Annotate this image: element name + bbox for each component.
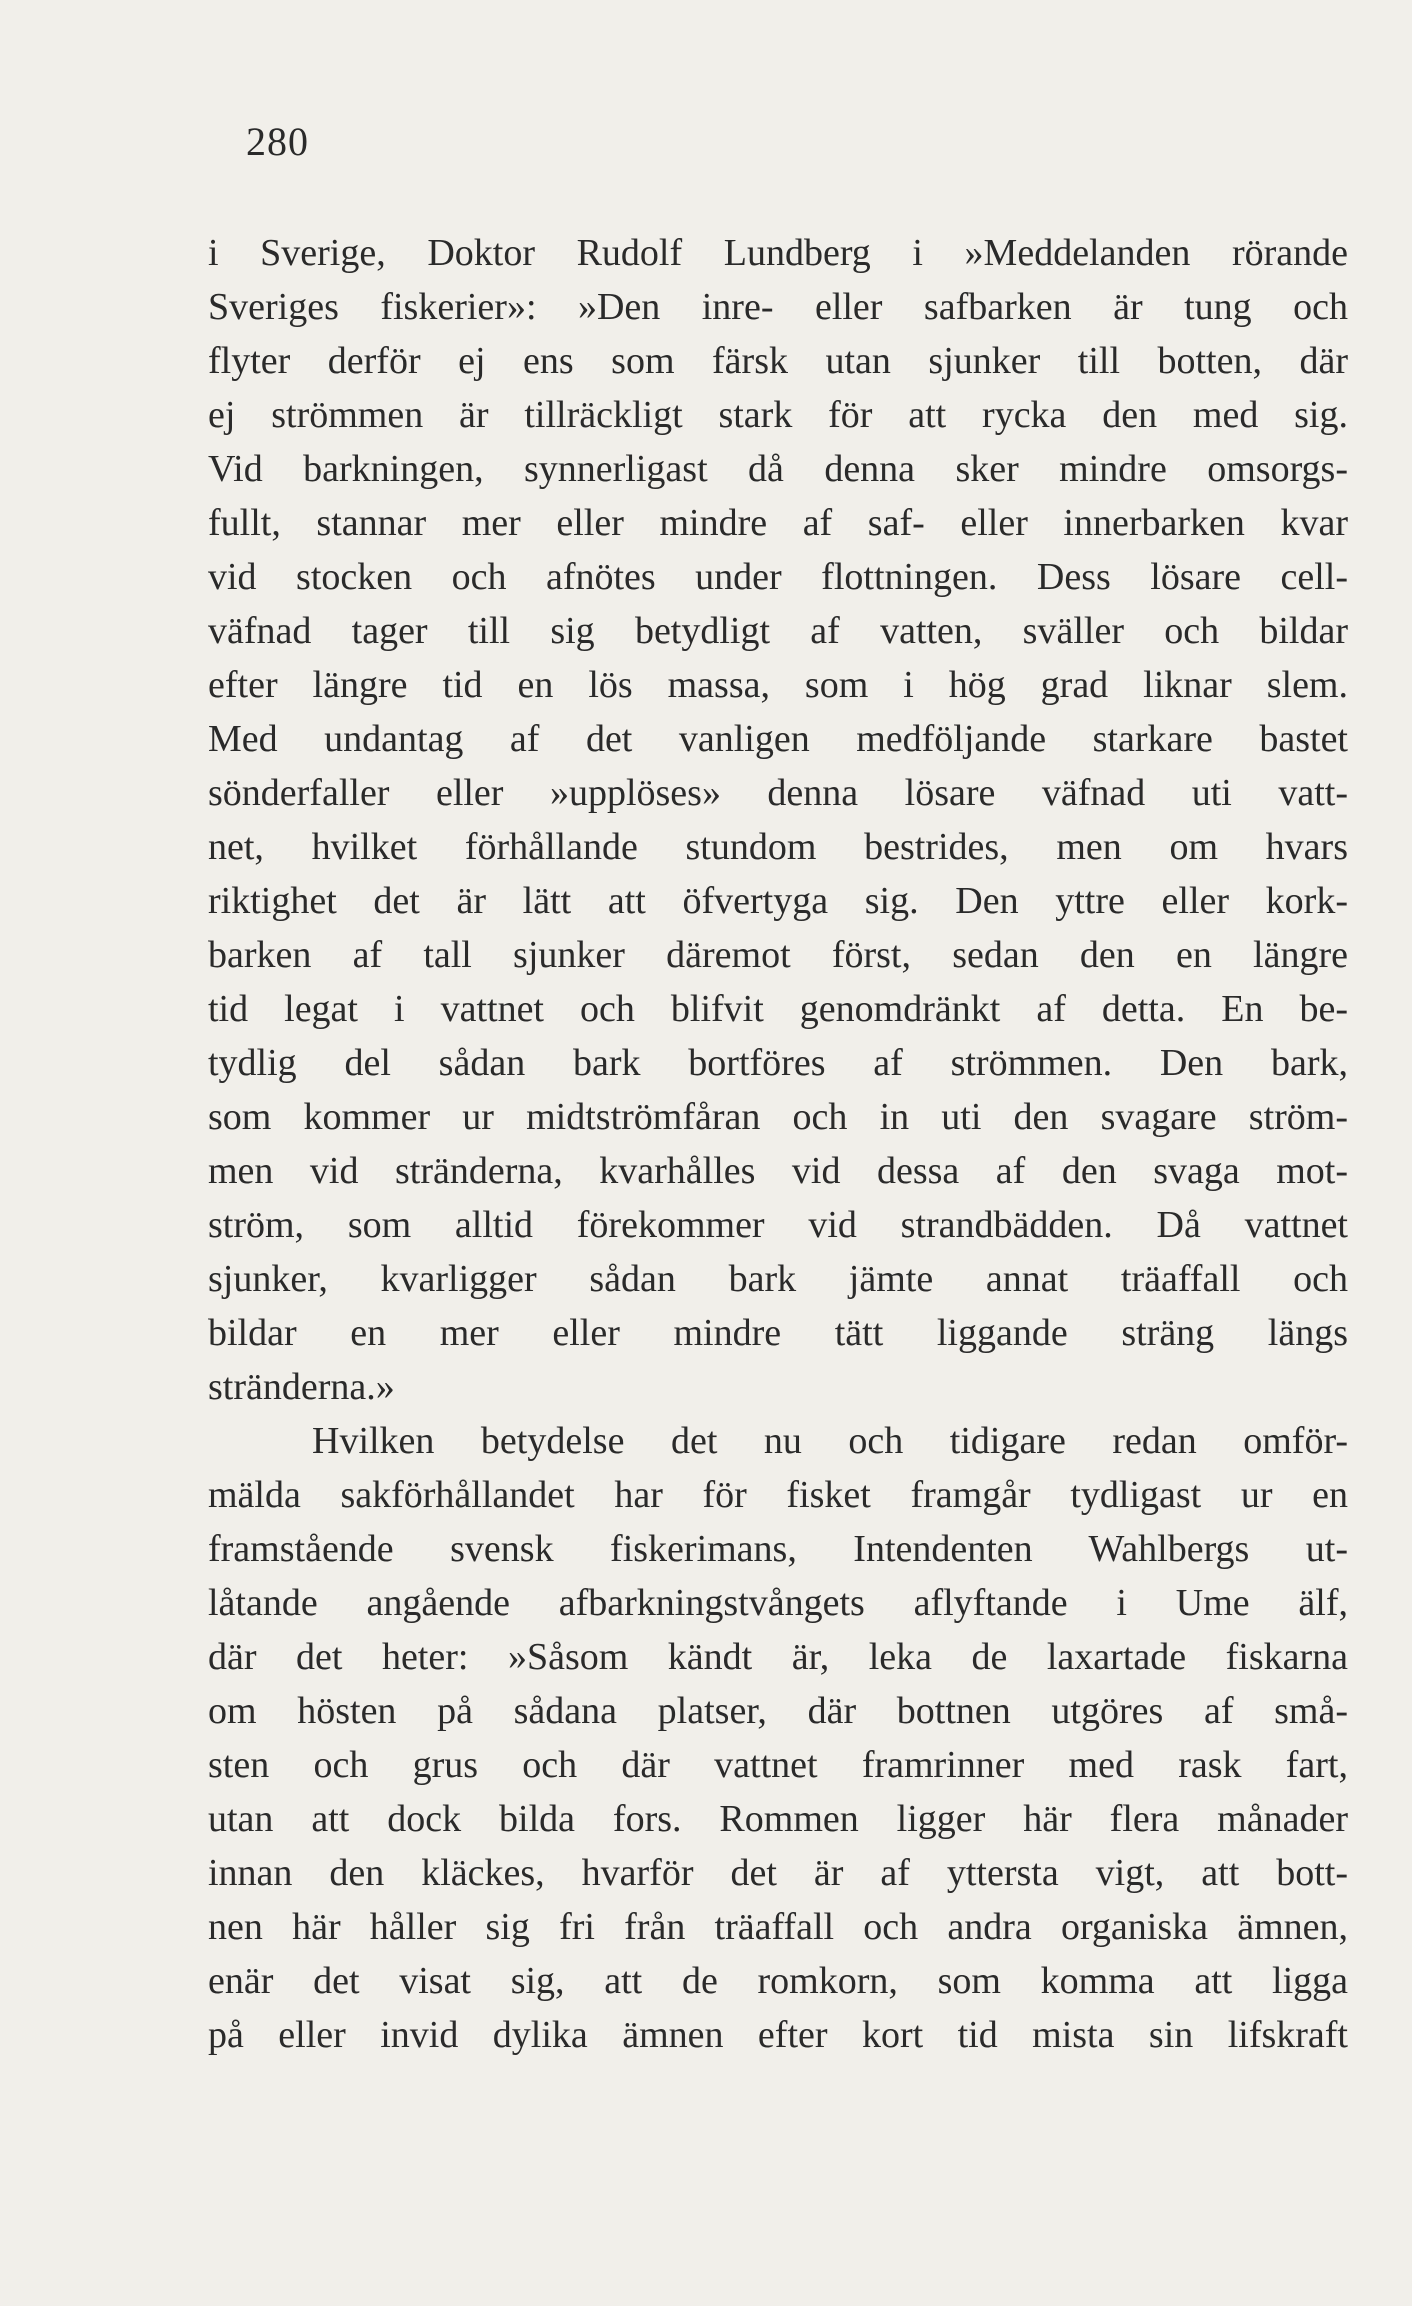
text-line: tydlig del sådan bark bortföres af strömmen. Den bark, bbox=[208, 1042, 1348, 1084]
text-line: innan den kläckes, hvarför det är af yttersta vigt, att bott- bbox=[208, 1852, 1348, 1894]
text-line: vid stocken och afnötes under flottningen. Dess lösare cell- bbox=[208, 556, 1348, 598]
text-line: nen här håller sig fri från träaffall och andra organiska ämnen, bbox=[208, 1906, 1348, 1948]
text-line: som kommer ur midtströmfåran och in uti den svagare ström- bbox=[208, 1096, 1348, 1138]
page-number: 280 bbox=[246, 119, 309, 164]
body-text bbox=[208, 226, 1348, 2062]
text-line: bildar en mer eller mindre tätt liggande sträng längs bbox=[208, 1312, 1348, 1354]
text-line: riktighet det är lätt att öfvertyga sig. Den yttre eller kork- bbox=[208, 880, 1348, 922]
text-line: sjunker, kvarligger sådan bark jämte annat träaffall och bbox=[208, 1258, 1348, 1300]
text-line: framstående svensk fiskerimans, Intendenten Wahlbergs ut- bbox=[208, 1528, 1348, 1570]
text-line: flyter derför ej ens som färsk utan sjunker till botten, där bbox=[208, 340, 1348, 382]
text-line: låtande angående afbarkningstvångets aflyftande i Ume älf, bbox=[208, 1582, 1348, 1624]
text-line: sönderfaller eller »upplöses» denna lösare väfnad uti vatt- bbox=[208, 772, 1348, 814]
text-line: tid legat i vattnet och blifvit genomdränkt af detta. En be- bbox=[208, 988, 1348, 1030]
text-line: i Sverige, Doktor Rudolf Lundberg i »Meddelanden rörande bbox=[208, 232, 1348, 274]
text-line: sten och grus och där vattnet framrinner med rask fart, bbox=[208, 1744, 1348, 1786]
text-line: ström, som alltid förekommer vid strandbädden. Då vattnet bbox=[208, 1204, 1348, 1246]
text-line: mälda sakförhållandet har för fisket framgår tydligast ur en bbox=[208, 1474, 1348, 1516]
text-line: barken af tall sjunker däremot först, sedan den en längre bbox=[208, 934, 1348, 976]
text-line: Vid barkningen, synnerligast då denna sker mindre omsorgs- bbox=[208, 448, 1348, 490]
text-line: net, hvilket förhållande stundom bestrides, men om hvars bbox=[208, 826, 1348, 868]
text-line: där det heter: »Såsom kändt är, leka de laxartade fiskarna bbox=[208, 1636, 1348, 1678]
text-line: Sveriges fiskerier»: »Den inre- eller safbarken är tung och bbox=[208, 286, 1348, 328]
text-line: enär det visat sig, att de romkorn, som komma att ligga bbox=[208, 1960, 1348, 2002]
text-line: stränderna.» bbox=[208, 1366, 395, 1408]
text-line: på eller invid dylika ämnen efter kort tid mista sin lifskraft bbox=[208, 2014, 1348, 2056]
text-line: men vid stränderna, kvarhålles vid dessa af den svaga mot- bbox=[208, 1150, 1348, 1192]
text-line: fullt, stannar mer eller mindre af saf- eller innerbarken kvar bbox=[208, 502, 1348, 544]
text-line: efter längre tid en lös massa, som i hög grad liknar slem. bbox=[208, 664, 1348, 706]
text-line: utan att dock bilda fors. Rommen ligger här flera månader bbox=[208, 1798, 1348, 1840]
text-line: Med undantag af det vanligen medföljande starkare bastet bbox=[208, 718, 1348, 760]
text-line: om hösten på sådana platser, där bottnen utgöres af små- bbox=[208, 1690, 1348, 1732]
paragraph-start-line: Hvilken betydelse det nu och tidigare redan omför- bbox=[312, 1420, 1348, 1462]
text-line: väfnad tager till sig betydligt af vatten, sväller och bildar bbox=[208, 610, 1348, 652]
text-line: ej strömmen är tillräckligt stark för att rycka den med sig. bbox=[208, 394, 1348, 436]
